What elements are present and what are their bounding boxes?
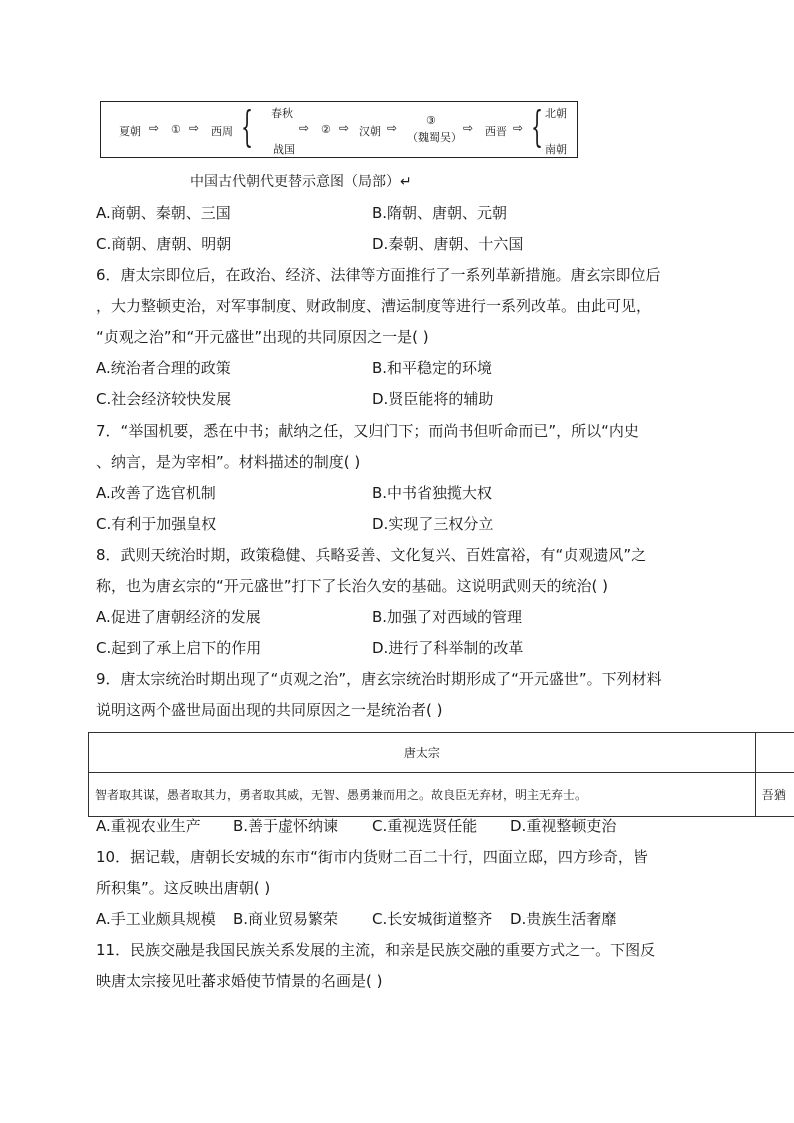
q8-option-b: B.加强了对西域的管理 [372, 608, 523, 626]
node-beichao: 北朝 [545, 107, 567, 120]
q8-stem-line: 8．武则天统治时期，政策稳健、兵略妥善、文化复兴、百姓富裕，有“贞观遗风”之 [96, 546, 647, 564]
q9-stem-line: 说明这两个盛世局面出现的共同原因之一是统治者( ) [96, 701, 443, 719]
q8-stem-line: 称，也为唐玄宗的“开元盛世”打下了长治久安的基础。这说明武则天的统治( ) [96, 577, 609, 595]
q10-stem-line: 10．据记载，唐朝长安城的东市“街市内货财二百二十行，四面立邸，四方珍奇，皆 [96, 848, 648, 866]
q6-option-d: D.贤臣能将的辅助 [372, 390, 494, 408]
q6-option-b: B.和平稳定的环境 [372, 359, 493, 377]
node-hanchao: 汉朝 [359, 125, 381, 138]
node-blank-2: ② [321, 123, 331, 136]
q5-option-b: B.隋朝、唐朝、元朝 [372, 204, 508, 222]
node-xia: 夏朝 [119, 125, 141, 138]
node-blank-3: ③ [426, 114, 436, 127]
node-xijin: 西晋 [485, 125, 507, 138]
table-cell-quote: 智者取其谋，愚者取其力，勇者取其威，无智、愚勇兼而用之。故良臣无弃材，明主无弃士。 [89, 773, 756, 817]
q5-option-d: D.秦朝、唐朝、十六国 [372, 235, 524, 253]
dynasty-diagram [100, 101, 578, 158]
arrow-icon: ⇨ [189, 121, 200, 135]
q9-option-a: A.重视农业生产 [96, 817, 201, 835]
q6-stem-line: ，大力整顿吏治，对军事制度、财政制度、漕运制度等进行一系列改革。由此可见， [96, 297, 652, 315]
q5-option-a: A.商朝、秦朝、三国 [96, 204, 231, 222]
node-nanchao: 南朝 [545, 143, 567, 156]
q8-option-d: D.进行了科举制的改革 [372, 639, 524, 657]
q11-stem-line: 映唐太宗接见吐蕃求婚使节情景的名画是( ) [96, 972, 383, 990]
q10-stem-line: 所积集”。这反映出唐朝( ) [96, 879, 271, 897]
brace-icon: { [241, 102, 254, 151]
q10-option-d: D.贵族生活奢靡 [510, 910, 617, 928]
brace-icon: { [531, 102, 544, 151]
q10-option-b: B.商业贸易繁荣 [233, 910, 339, 928]
node-weishuwu: （魏蜀吴） [407, 131, 462, 144]
q7-option-c: C.有利于加强皇权 [96, 515, 217, 533]
arrow-icon: ⇨ [299, 121, 310, 135]
q9-option-d: D.重视整顿吏治 [510, 817, 617, 835]
q6-stem-line: 6．唐太宗即位后，在政治、经济、法律等方面推行了一系列革新措施。唐玄宗即位后 [96, 266, 661, 284]
q8-option-c: C.起到了承上启下的作用 [96, 639, 262, 657]
q6-option-a: A.统治者合理的政策 [96, 359, 231, 377]
arrow-icon: ⇨ [513, 121, 524, 135]
q7-option-a: A.改善了选官机制 [96, 484, 216, 502]
arrow-icon: ⇨ [149, 121, 160, 135]
q10-option-a: A.手工业颇具规模 [96, 910, 216, 928]
arrow-icon: ⇨ [387, 121, 398, 135]
node-zhanguo: 战国 [273, 143, 295, 156]
q6-option-c: C.社会经济较快发展 [96, 390, 232, 408]
node-chunqiu: 春秋 [271, 107, 293, 120]
q9-material-table [88, 732, 794, 817]
table-header-cut [755, 733, 794, 773]
q7-stem-line: 、纳言，是为宰相”。材料描述的制度( ) [96, 453, 361, 471]
q9-stem-line: 9．唐太宗统治时期出现了“贞观之治”，唐玄宗统治时期形成了“开元盛世”。下列材料 [96, 670, 662, 688]
q5-option-c: C.商朝、唐朝、明朝 [96, 235, 232, 253]
table-header-taizong: 唐太宗 [89, 733, 756, 773]
q8-option-a: A.促进了唐朝经济的发展 [96, 608, 261, 626]
q11-stem-line: 11．民族交融是我国民族关系发展的主流，和亲是民族交融的重要方式之一。下图反 [96, 941, 656, 959]
table-cell-cut: 吾猶 [755, 773, 794, 817]
node-xizhou: 西周 [211, 125, 233, 138]
arrow-icon: ⇨ [339, 121, 350, 135]
q6-stem-line: “贞观之治”和“开元盛世”出现的共同原因之一是( ) [96, 328, 429, 346]
q9-option-c: C.重视选贤任能 [372, 817, 478, 835]
q9-option-b: B.善于虚怀纳谏 [233, 817, 339, 835]
q7-option-b: B.中书省独揽大权 [372, 484, 493, 502]
q10-option-c: C.长安城街道整齐 [372, 910, 493, 928]
arrow-icon: ⇨ [463, 121, 474, 135]
node-blank-1: ① [171, 123, 181, 136]
diagram-caption: 中国古代朝代更替示意图（局部）↵ [190, 174, 412, 190]
q7-option-d: D.实现了三权分立 [372, 515, 494, 533]
q7-stem-line: 7．“举国机要，悉在中书；献纳之任，又归门下；而尚书但听命而已”，所以“内史 [96, 422, 639, 440]
